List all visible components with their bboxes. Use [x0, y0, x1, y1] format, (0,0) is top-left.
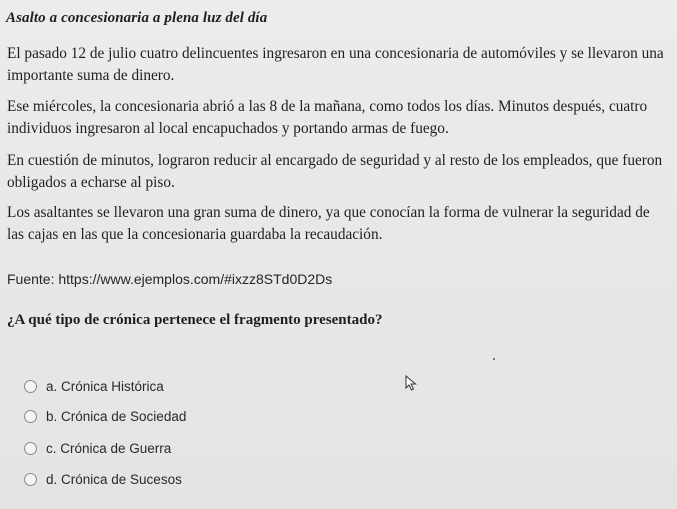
option-b[interactable] [24, 406, 186, 426]
article-paragraph-1: El pasado 12 de julio cuatro delincuentes ingresaron en una concesionaria de automóviles y se llevaron una importante suma de dinero. [7, 45, 664, 84]
option-d[interactable] [24, 469, 182, 489]
option-d-label[interactable]: d. Crónica de Sucesos [46, 471, 182, 487]
article-paragraph-3: En cuestión de minutos, lograron reducir al encargado de seguridad y al resto de los empleados, que fueron obligados a echarse al piso. [7, 152, 663, 191]
option-c[interactable] [24, 438, 171, 458]
option-b-label[interactable]: b. Crónica de Sociedad [46, 408, 187, 424]
radio-button-icon[interactable] [24, 410, 37, 423]
option-c-label[interactable]: c. Crónica de Guerra [46, 440, 172, 456]
article-paragraph-4: Los asaltantes se llevaron una gran suma de dinero, ya que conocían la forma de vulnerar la seguridad de las cajas en las que la concesionaria guardaba la recaudación. [7, 204, 650, 243]
mouse-pointer-icon [405, 375, 417, 391]
radio-button-icon[interactable] [24, 442, 37, 455]
screen-speck [493, 358, 495, 360]
quiz-question: ¿A qué tipo de crónica pertenece el fragmento presentado? [7, 312, 383, 328]
radio-button-icon[interactable] [24, 380, 37, 393]
article-paragraph-2: Ese miércoles, la concesionaria abrió a las 8 de la mañana, como todos los días. Minutos después, cuatro individuos ingresaron al local encapuchados y portando armas de fuego. [7, 98, 648, 137]
option-a-label[interactable]: a. Crónica Histórica [46, 378, 164, 394]
radio-button-icon[interactable] [24, 473, 37, 486]
article-source: Fuente: https://www.ejemplos.com/#ixzz8STd0D2Ds [7, 271, 333, 287]
article-title: Asalto a concesionaria a plena luz del día [6, 10, 268, 26]
option-a[interactable] [24, 376, 164, 396]
